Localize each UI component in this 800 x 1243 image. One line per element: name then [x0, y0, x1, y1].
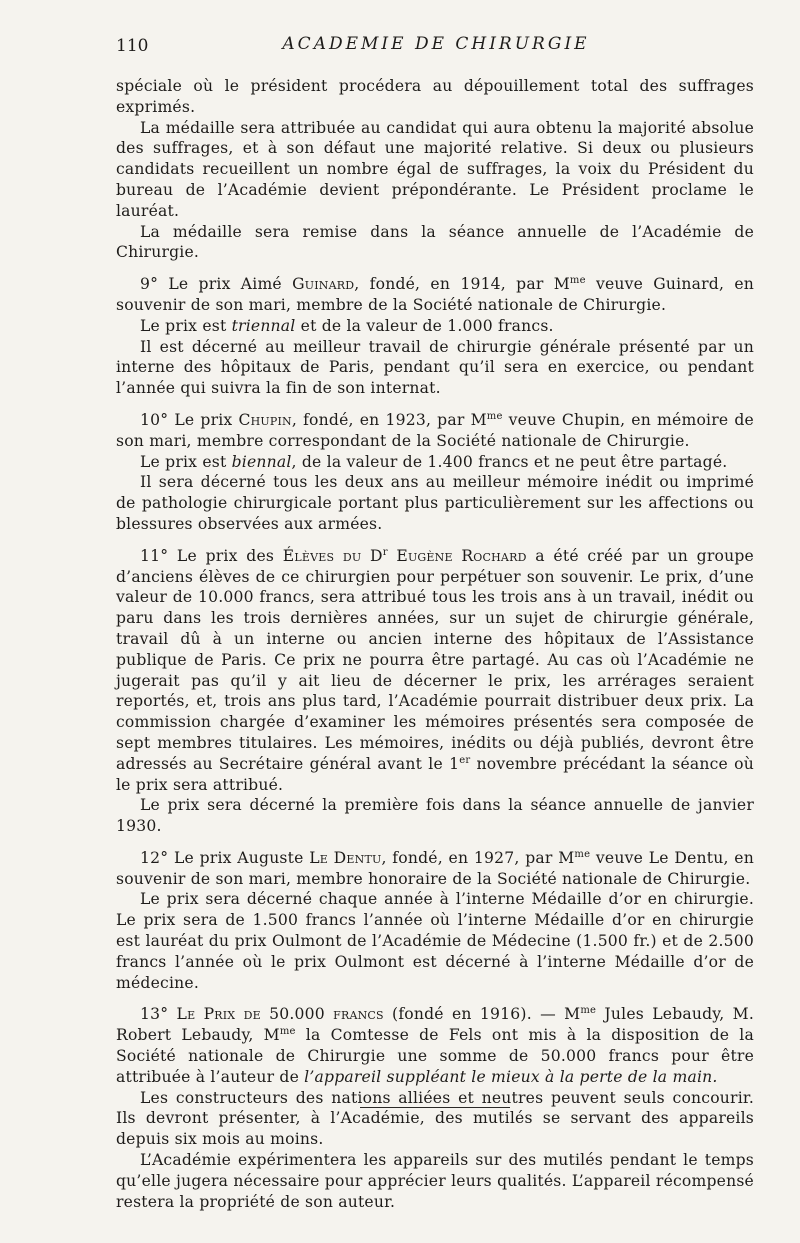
page-number: 110 — [116, 36, 149, 56]
prize-section-9 — [116, 274, 754, 316]
superscript: er — [459, 754, 471, 766]
italic-text: biennal — [231, 452, 292, 471]
page-body — [116, 76, 754, 1212]
paragraph-continuation: spéciale où le président procédera au dépouillement total des suffrages exprimés. — [116, 77, 754, 116]
text: a été créé par un groupe d’anciens élèves de ce chirurgien pour perpétuer son souvenir. Le prix, d’une valeur de 10.000 francs, sera attribué tous les trois ans à un travail, inédit ou paru dans les trois dernières années, sur un sujet de chirurgie générale, travail dû à un interne ou ancien interne des hôpitaux de l’Assistance publique de Paris. Ce prix ne pourra être partagé. Au cas où l’Académie ne jugerait pas qu’il y ait lieu de décerner le prix, les arrérages seraient reportés, et, trois ans plus tard, l’Académie pourrait distribuer deux prix. La commission chargée d’examiner les mémoires présentés sera composée de sept membres titulaires. Les mémoires, inédits ou déjà publiés, devront être adressés au Secrétaire général avant le 1 — [116, 546, 754, 773]
paragraph: La médaille sera remise dans la séance annuelle de l’Académie de Chirurgie. — [116, 222, 754, 262]
prize-name: Le Prix de 50.000 francs — [176, 1005, 384, 1024]
italic-text: l’appareil suppléant le mieux à la perte de la main. — [304, 1067, 718, 1086]
text: Le prix Auguste — [173, 848, 304, 867]
paragraph: L’Académie expérimentera les appareils sur des mutilés pendant le temps qu’elle jugera nécessaire pour apprécier leurs qualités. L’appareil récompensé restera la propriété de son auteur. — [116, 1151, 754, 1211]
section-number: 11° — [140, 546, 169, 565]
section-number: 10° — [140, 410, 169, 429]
text: veuve Guinard, en souvenir de son mari, membre de la Société nationale de Chirurgie. — [116, 275, 754, 314]
italic-text: triennal — [231, 316, 296, 335]
text: , fondé, en 1927, par M — [381, 848, 575, 867]
text: Le prix est — [140, 452, 232, 471]
superscript: r — [382, 546, 388, 558]
text: , fondé, en 1914, par M — [354, 275, 570, 294]
superscript: me — [569, 275, 586, 287]
paragraph — [116, 316, 754, 337]
superscript: me — [486, 410, 503, 422]
text: novembre précédant la séance où le prix sera attribué. — [116, 754, 754, 794]
superscript: me — [279, 1026, 296, 1038]
prize-section-10 — [116, 410, 754, 452]
paragraph: Il est décerné au meilleur travail de chirurgie générale présenté par un interne des hôpitaux de Paris, pendant qu’il sera en exercice, ou pendant l’année qui suivra la fin de son internat. — [116, 337, 754, 398]
prize-section-12 — [116, 848, 754, 890]
text: Le prix Aimé — [168, 275, 282, 294]
prize-section-13 — [116, 1004, 754, 1087]
section-number: 9° — [140, 275, 159, 294]
superscript: me — [574, 848, 591, 860]
text: et de la valeur de 1.000 francs. — [295, 316, 554, 335]
paragraph: Les constructeurs des nations alliées et neutres peuvent seuls concourir. Ils devront présenter, à l’Académie, des mutilés se servant des appareils depuis six mois au moins. — [116, 1088, 754, 1149]
running-title: ACADEMIE DE CHIRURGIE — [282, 34, 590, 54]
closing-rule — [360, 1107, 510, 1108]
paragraph: Le prix sera décerné chaque année à l’interne Médaille d’or en chirurgie. Le prix sera de 1.500 francs l’année où l’interne Médaille d’or en chirurgie est lauréat du prix Oulmont de l’Académie de Médecine (1.500 fr.) et de 2.500 francs l’année où le prix Oulmont est décerné à l’interne Médaille d’or de médecine. — [116, 890, 754, 992]
superscript: me — [580, 1005, 597, 1017]
paragraph — [116, 452, 754, 473]
prize-name: Le Dentu — [309, 848, 382, 867]
prize-section-11 — [116, 546, 754, 796]
paragraph: Il sera décerné tous les deux ans au meilleur mémoire inédit ou imprimé de pathologie chirurgicale portant plus particulièrement sur les affections ou blessures observées aux armées. — [116, 473, 754, 533]
paragraph: Le prix sera décerné la première fois dans la séance annuelle de janvier 1930. — [116, 796, 754, 836]
text: Jules Lebaudy, M. Robert Lebaudy, M — [116, 1005, 754, 1045]
text: veuve Chupin, en mémoire de son mari, membre correspondant de la Société nationale de Chirurgie. — [116, 410, 754, 450]
text: la Comtesse de Fels ont mis à la disposition de la Société nationale de Chirurgie une somme de 50.000 francs pour être attribuée à l’auteur de — [116, 1026, 754, 1086]
text: (fondé en 1916). — M — [383, 1005, 581, 1024]
text: , de la valeur de 1.400 francs et ne peut être partagé. — [291, 452, 728, 471]
prize-name: Eugène Rochard — [396, 546, 527, 565]
prize-name: Guinard — [292, 275, 355, 294]
section-number: 13° — [140, 1005, 169, 1024]
text: Le prix est — [140, 316, 232, 335]
text: Le prix des — [176, 546, 275, 565]
prize-name: Élèves du D — [282, 546, 383, 565]
text: , fondé, en 1923, par M — [291, 410, 487, 429]
paragraph: La médaille sera attribuée au candidat qui aura obtenu la majorité absolue des suffrages, et à son défaut une majorité relative. Si deux ou plusieurs candidats recueillent un nombre égal de suffrages, la voix du Président du bureau de l’Académie devient prépondérante. Le Président proclame le lauréat. — [116, 118, 754, 220]
prize-name: Chupin — [238, 410, 292, 429]
text: veuve Le Dentu, en souvenir de son mari, membre honoraire de la Société nationale de Chirurgie. — [116, 848, 754, 888]
text: Le prix — [174, 410, 233, 429]
page-header — [116, 34, 756, 58]
section-number: 12° — [140, 848, 169, 867]
